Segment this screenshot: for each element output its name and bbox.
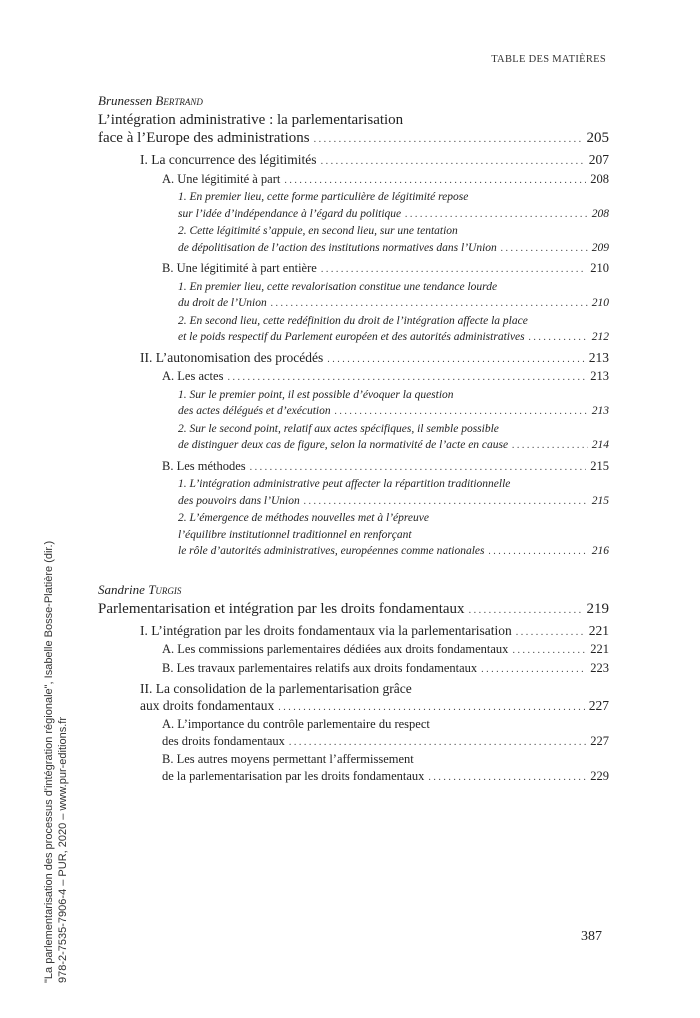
toc-page-number: 223 bbox=[590, 660, 609, 675]
toc-entry-line bbox=[178, 329, 609, 347]
toc-entry-line bbox=[178, 493, 609, 511]
toc-entry-line bbox=[162, 716, 609, 733]
toc-entry-text: face à l’Europe des administrations bbox=[98, 130, 310, 146]
toc-entry-subsection-heading[interactable] bbox=[98, 641, 609, 660]
toc-entry-subsection-heading[interactable] bbox=[98, 368, 609, 387]
toc-entry-line bbox=[162, 368, 609, 387]
toc-entry-text: du droit de l’Union bbox=[178, 297, 267, 309]
toc-entry-line bbox=[140, 152, 609, 171]
leader-dots bbox=[271, 296, 588, 313]
side-note-isbn: 978-2-7535-7906-4 – PUR, 2020 – www.pur-editions.fr bbox=[57, 717, 69, 983]
toc-entry-line bbox=[98, 111, 609, 129]
toc-entry-text: B. Les autres moyens permettant l’affermissement bbox=[162, 752, 414, 766]
leader-dots bbox=[501, 241, 588, 258]
toc-entry-text: des droits fondamentaux bbox=[162, 733, 285, 748]
toc-entry-text: de dépolitisation de l’action des institutions normatives dans l’Union bbox=[178, 241, 497, 254]
toc-page-number: 215 bbox=[591, 494, 609, 507]
author-first-name: Sandrine bbox=[98, 581, 145, 597]
toc-entry-text: de distinguer deux cas de figure, selon la normativité de l’acte en cause bbox=[178, 439, 509, 451]
toc-entry-line bbox=[178, 403, 609, 421]
author-name bbox=[98, 92, 609, 109]
toc-entry-text: 2. Cette légitimité s’appuie, en second lieu, sur une tentation bbox=[178, 225, 458, 237]
toc-entry-subsection-heading[interactable] bbox=[98, 458, 609, 477]
toc-entry-line bbox=[162, 768, 609, 787]
toc-entry-text: 1. En premier lieu, cette forme particulière de légitimité repose bbox=[178, 191, 469, 203]
section-gap bbox=[98, 561, 609, 581]
toc-entry-section-heading[interactable] bbox=[98, 350, 609, 369]
toc-entry-text: le rôle d’autorités administratives, européennes comme nationales bbox=[178, 545, 485, 557]
author-last-name: Bertrand bbox=[155, 93, 203, 108]
toc-entry-text: I. L’intégration par les droits fondamentaux via la parlementarisation bbox=[140, 622, 512, 638]
toc-entry-line bbox=[178, 527, 609, 544]
leader-dots bbox=[250, 460, 587, 477]
toc-entry-text: A. Les commissions parlementaires dédiées aux droits fondamentaux bbox=[162, 642, 509, 656]
toc-entry-line bbox=[140, 350, 609, 369]
leader-dots bbox=[304, 494, 588, 511]
toc-page-number: 205 bbox=[586, 130, 609, 146]
leader-dots bbox=[516, 625, 585, 642]
toc-page-number: 210 bbox=[591, 297, 609, 309]
toc-entry-line bbox=[178, 295, 609, 313]
leader-dots bbox=[289, 735, 586, 752]
leader-dots bbox=[405, 207, 588, 224]
toc-entry-text: l’équilibre institutionnel traditionnel en renforçant bbox=[178, 528, 412, 541]
toc-entry-text: aux droits fondamentaux bbox=[140, 697, 275, 713]
toc-page-number: 227 bbox=[590, 733, 609, 748]
toc-entry-line bbox=[178, 189, 609, 206]
toc-page-number: 208 bbox=[590, 171, 609, 186]
leader-dots bbox=[327, 352, 585, 369]
toc-page-number: 213 bbox=[588, 349, 609, 365]
toc-entry-line bbox=[178, 313, 609, 330]
toc-page-number: 213 bbox=[590, 369, 609, 383]
leader-dots bbox=[278, 700, 585, 717]
toc-entry-line bbox=[162, 171, 609, 190]
toc-entry-line bbox=[162, 751, 609, 768]
toc-page-number: 207 bbox=[588, 152, 609, 167]
toc-entry-paragraph-heading[interactable] bbox=[98, 223, 609, 257]
toc-entry-line bbox=[178, 476, 609, 493]
toc-entry-section-heading[interactable] bbox=[98, 681, 609, 716]
running-header: TABLE DES MATIÈRES bbox=[491, 54, 606, 65]
leader-dots bbox=[321, 262, 586, 279]
toc-entry-text: A. Une légitimité à part bbox=[162, 171, 281, 186]
toc-entry-line bbox=[140, 681, 609, 698]
leader-dots bbox=[512, 438, 588, 455]
toc-entry-text: 2. En second lieu, cette redéfinition du droit de l’intégration affecte la place bbox=[178, 314, 528, 327]
table-of-contents bbox=[98, 92, 609, 786]
toc-entry-subsection-heading[interactable] bbox=[98, 716, 609, 751]
toc-entry-line bbox=[140, 623, 609, 642]
leader-dots bbox=[481, 662, 586, 679]
toc-page-number: 210 bbox=[590, 261, 609, 275]
toc-entry-chapter-title[interactable] bbox=[98, 111, 609, 149]
toc-entry-line bbox=[162, 641, 609, 660]
toc-entry-paragraph-heading[interactable] bbox=[98, 279, 609, 313]
leader-dots bbox=[321, 154, 585, 171]
toc-entry-section-heading[interactable] bbox=[98, 623, 609, 642]
leader-dots bbox=[428, 770, 586, 787]
toc-entry-text: Parlementarisation et intégration par les droits fondamentaux bbox=[98, 600, 465, 617]
leader-dots bbox=[335, 404, 588, 421]
author-first-name: Brunessen bbox=[98, 93, 153, 108]
toc-entry-text: des pouvoirs dans l’Union bbox=[178, 494, 300, 507]
toc-entry-paragraph-heading[interactable] bbox=[98, 421, 609, 455]
toc-entry-line bbox=[162, 660, 609, 679]
toc-section bbox=[98, 92, 609, 561]
leader-dots bbox=[227, 370, 586, 387]
toc-entry-text: II. La consolidation de la parlementarisation grâce bbox=[140, 681, 412, 696]
toc-entry-line bbox=[98, 600, 609, 620]
toc-entry-paragraph-heading[interactable] bbox=[98, 387, 609, 421]
toc-entry-paragraph-heading[interactable] bbox=[98, 189, 609, 223]
toc-entry-subsection-heading[interactable] bbox=[98, 171, 609, 190]
toc-page-number: 215 bbox=[590, 458, 609, 473]
toc-entry-subsection-heading[interactable] bbox=[98, 660, 609, 679]
toc-entry-section-heading[interactable] bbox=[98, 152, 609, 171]
toc-entry-text: sur l’idée d’indépendance à l’égard du politique bbox=[178, 207, 402, 220]
toc-entry-text: 1. L’intégration administrative peut affecter la répartition traditionnelle bbox=[178, 478, 511, 490]
toc-entry-line bbox=[178, 543, 609, 561]
toc-entry-subsection-heading[interactable] bbox=[98, 260, 609, 279]
toc-entry-line bbox=[140, 698, 609, 717]
toc-entry-line bbox=[178, 387, 609, 404]
toc-page-number: 209 bbox=[591, 241, 609, 254]
toc-entry-text: de la parlementarisation par les droits fondamentaux bbox=[162, 768, 425, 783]
toc-page-number: 227 bbox=[588, 697, 609, 713]
toc-page-number: 214 bbox=[591, 439, 609, 451]
toc-entry-text: des actes délégués et d’exécution bbox=[178, 405, 331, 417]
toc-entry-paragraph-heading[interactable] bbox=[98, 476, 609, 510]
toc-page-number: 221 bbox=[590, 642, 609, 656]
toc-entry-text: A. L’importance du contrôle parlementaire du respect bbox=[162, 717, 430, 731]
toc-entry-line bbox=[162, 458, 609, 477]
toc-entry-paragraph-heading[interactable] bbox=[98, 510, 609, 561]
leader-dots bbox=[469, 602, 583, 620]
toc-page-number: 216 bbox=[591, 545, 609, 557]
toc-entry-text: L’intégration administrative : la parlementarisation bbox=[98, 112, 404, 128]
toc-page-number: 229 bbox=[590, 768, 609, 783]
page-number: 387 bbox=[581, 929, 602, 944]
toc-entry-line bbox=[98, 129, 609, 149]
toc-entry-text: 2. L’émergence de méthodes nouvelles met à l’épreuve bbox=[178, 512, 429, 524]
toc-entry-text: B. Les travaux parlementaires relatifs aux droits fondamentaux bbox=[162, 660, 478, 675]
toc-section bbox=[98, 581, 609, 787]
author-name bbox=[98, 581, 609, 598]
toc-page-number: 212 bbox=[591, 331, 609, 343]
toc-entry-line bbox=[162, 733, 609, 752]
toc-entry-text: 1. En premier lieu, cette revalorisation constitue une tendance lourde bbox=[178, 280, 498, 293]
toc-entry-text: 2. Sur le second point, relatif aux actes spécifiques, il semble possible bbox=[178, 422, 499, 435]
toc-entry-line bbox=[178, 437, 609, 455]
toc-entry-line bbox=[178, 223, 609, 240]
toc-entry-line bbox=[178, 206, 609, 224]
toc-entry-text: A. Les actes bbox=[162, 369, 224, 383]
toc-entry-line bbox=[178, 279, 609, 296]
toc-entry-subsection-heading[interactable] bbox=[98, 751, 609, 786]
toc-page-number: 219 bbox=[586, 600, 609, 617]
toc-page-number: 208 bbox=[591, 207, 609, 220]
author-last-name: Turgis bbox=[148, 581, 182, 597]
toc-entry-text: I. La concurrence des légitimités bbox=[140, 152, 317, 167]
toc-page-number: 221 bbox=[588, 622, 609, 638]
leader-dots bbox=[489, 544, 588, 561]
toc-entry-text: et le poids respectif du Parlement européen et des autorités administratives bbox=[178, 331, 525, 343]
toc-entry-text: B. Les méthodes bbox=[162, 458, 246, 473]
toc-entry-line bbox=[178, 240, 609, 258]
leader-dots bbox=[512, 643, 586, 660]
toc-entry-chapter-title[interactable] bbox=[98, 600, 609, 620]
toc-entry-paragraph-heading[interactable] bbox=[98, 313, 609, 347]
toc-entry-line bbox=[178, 510, 609, 527]
leader-dots bbox=[314, 131, 583, 149]
toc-page-number: 213 bbox=[591, 405, 609, 417]
toc-entry-text: B. Une légitimité à part entière bbox=[162, 261, 317, 275]
leader-dots bbox=[284, 173, 586, 190]
leader-dots bbox=[529, 330, 588, 347]
toc-entry-line bbox=[162, 260, 609, 279]
toc-entry-line bbox=[178, 421, 609, 438]
toc-entry-text: II. L’autonomisation des procédés bbox=[140, 349, 324, 365]
side-note-citation: "La parlementarisation des processus d'intégration régionale", Isabelle Bosse-Platière (dir.) bbox=[43, 540, 55, 983]
toc-entry-text: 1. Sur le premier point, il est possible d’évoquer la question bbox=[178, 388, 454, 401]
